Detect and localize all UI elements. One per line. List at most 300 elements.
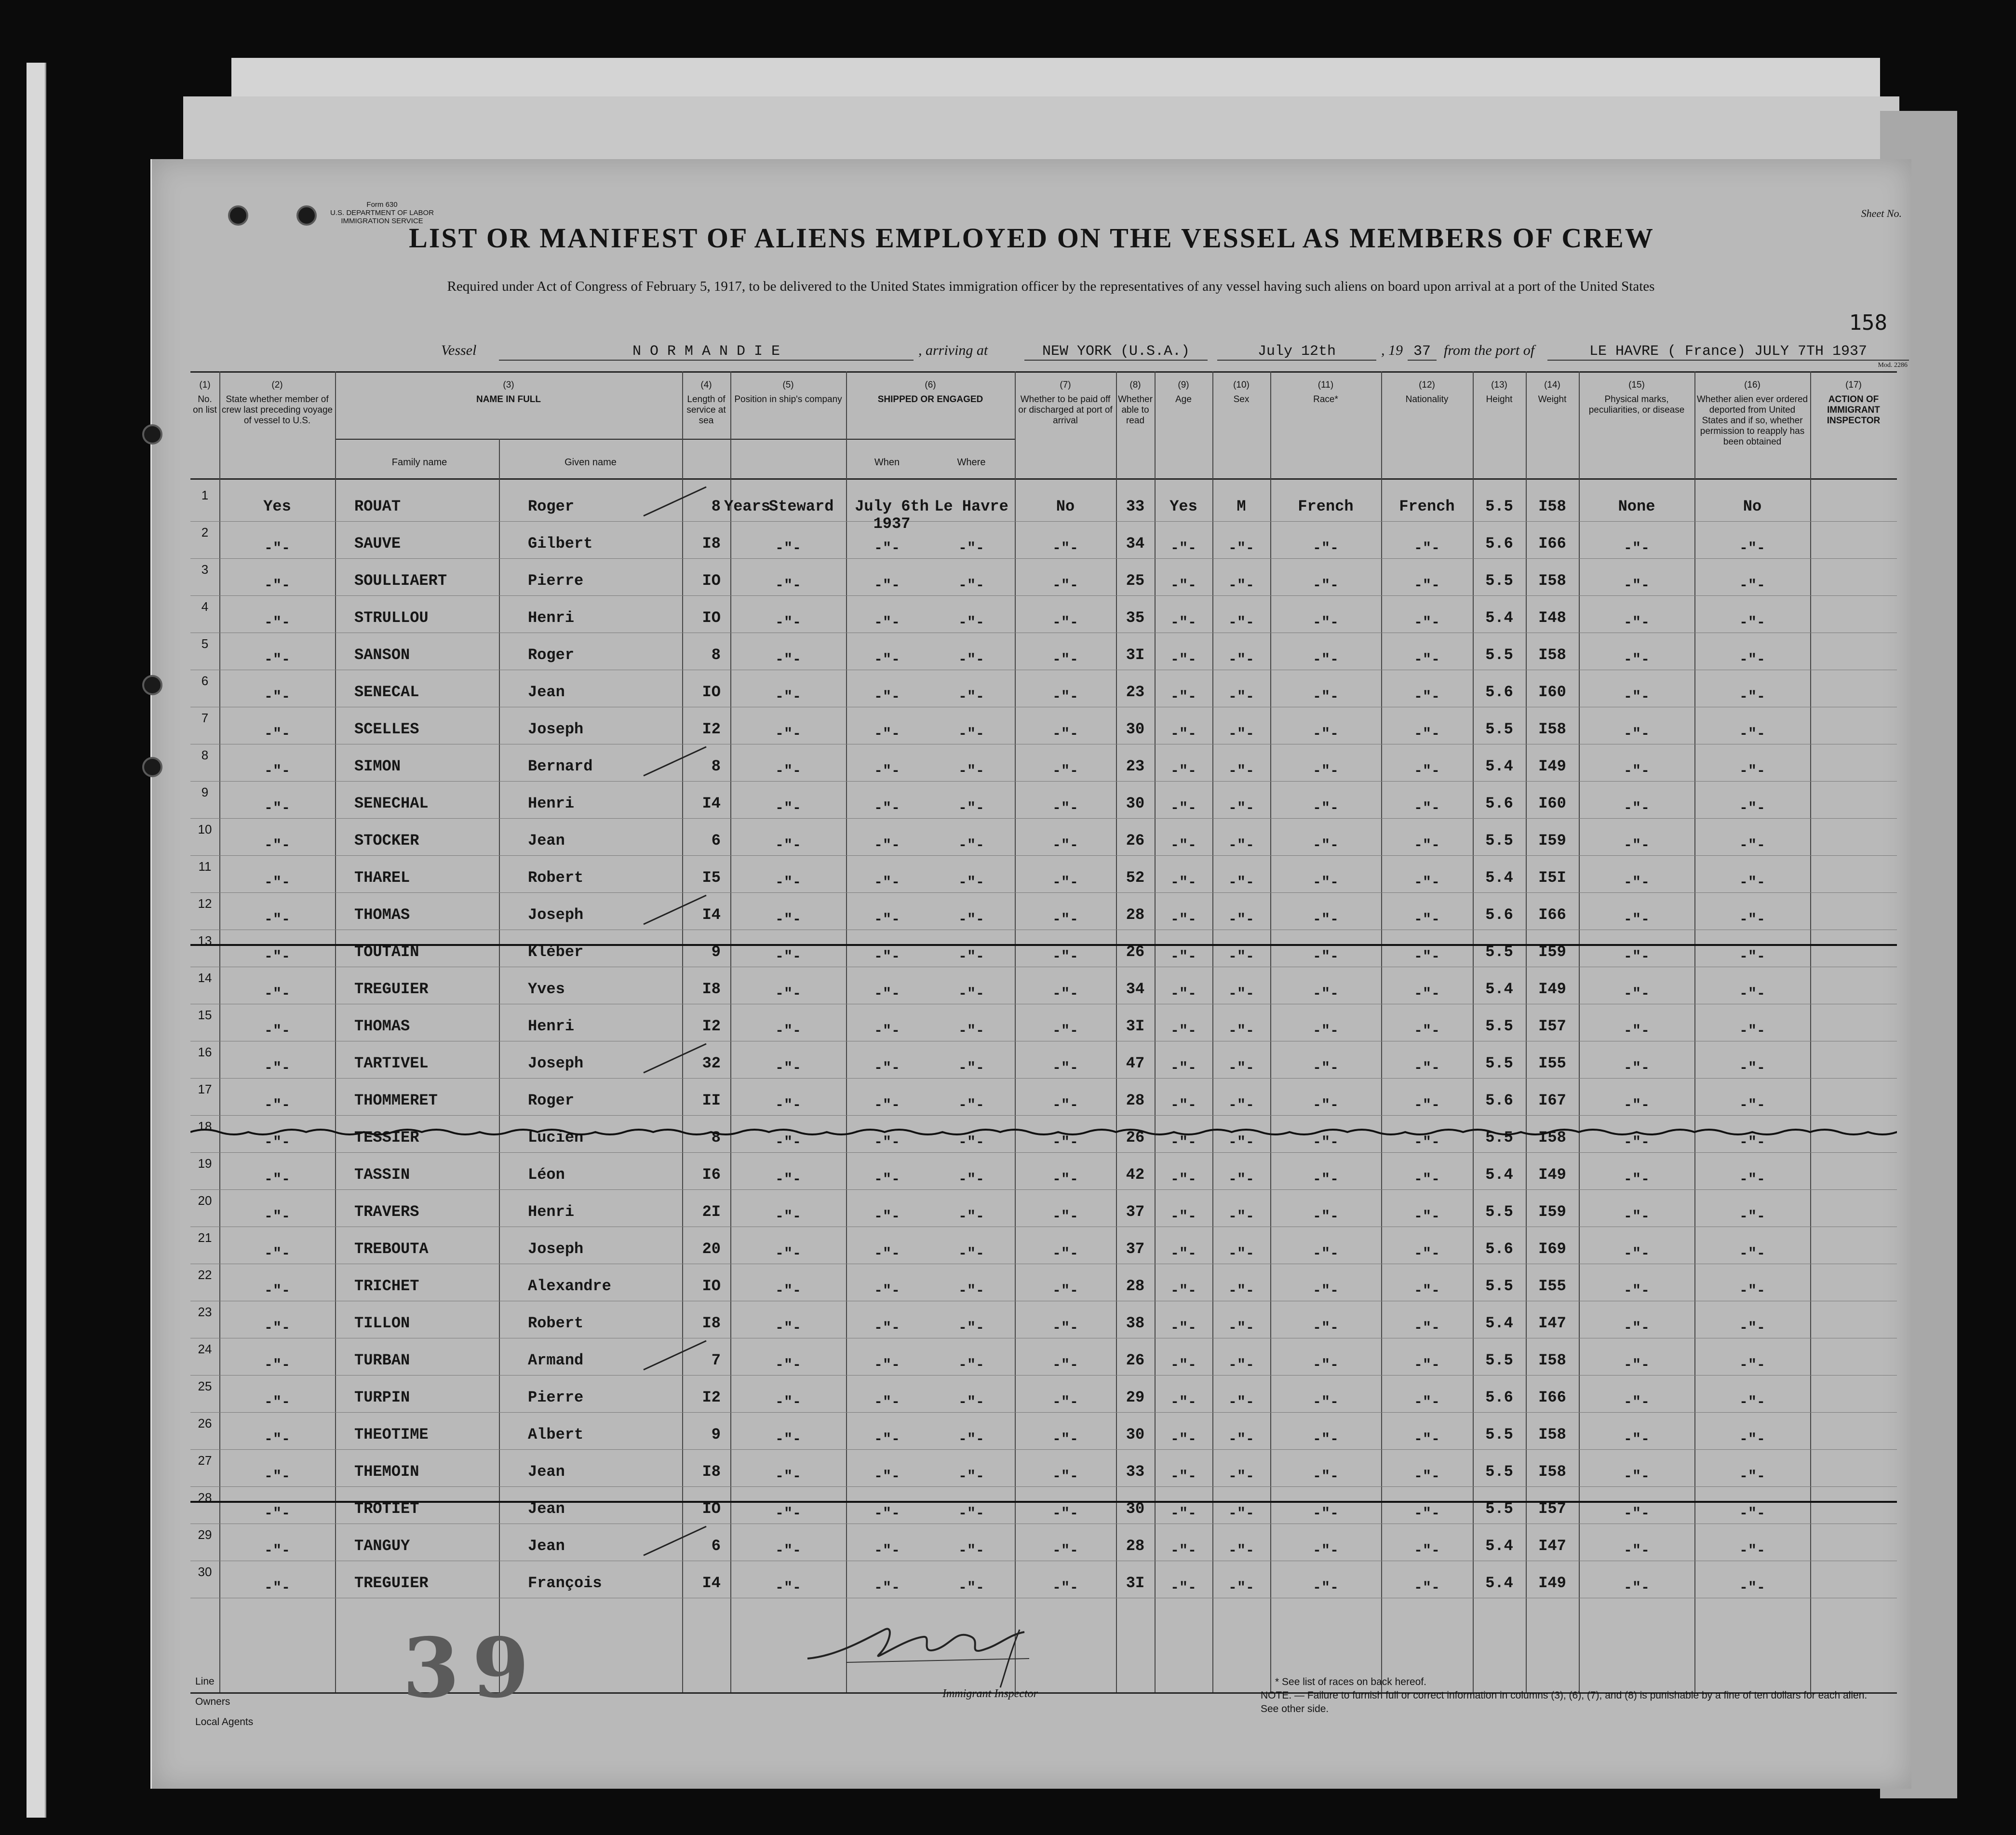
manifest-page <box>150 159 1911 1789</box>
deported: No <box>1743 498 1762 515</box>
height: 5.4 <box>1485 869 1513 887</box>
given-name: Joseph <box>528 720 584 738</box>
ditto-mark: -"- <box>874 837 900 854</box>
column-header: Whether alien ever ordered deported from United States and if so, whether permission to reapply has been obtained <box>1696 394 1808 447</box>
ditto-mark: -"- <box>775 1023 801 1039</box>
ditto-mark: -"- <box>1312 1394 1339 1411</box>
column-number: (14) <box>1544 380 1560 390</box>
footer-note <box>1261 1675 1887 1716</box>
ditto-mark: -"- <box>1623 912 1650 928</box>
ditto-mark: -"- <box>775 1506 801 1522</box>
wavy-strike-line <box>190 1125 1897 1139</box>
from-label: from the port of <box>1444 342 1535 358</box>
column-number: (10) <box>1233 380 1250 390</box>
ditto-mark: -"- <box>1739 1580 1765 1596</box>
line-label: Line <box>195 1676 215 1687</box>
column-number: (1) <box>199 380 211 390</box>
ditto-mark: -"- <box>264 540 290 557</box>
family-name: TROTIET <box>354 1500 419 1518</box>
ditto-mark: -"- <box>1170 1060 1196 1077</box>
ditto-mark: -"- <box>1312 652 1339 668</box>
from-port: LE HAVRE ( France) JULY 7TH 1937 <box>1547 343 1909 361</box>
ditto-mark: -"- <box>1413 1097 1440 1114</box>
service-length: 8 <box>711 1129 721 1147</box>
given-name: Albert <box>528 1426 584 1444</box>
ditto-mark: -"- <box>1739 1060 1765 1077</box>
family-name: TANGUY <box>354 1537 410 1555</box>
weight: I47 <box>1538 1537 1566 1555</box>
ditto-mark: -"- <box>1052 1209 1078 1225</box>
year-prefix: , 19 <box>1381 342 1403 358</box>
ditto-mark: -"- <box>1228 986 1254 1002</box>
ditto-mark: -"- <box>1170 800 1196 817</box>
height: 5.5 <box>1485 1500 1513 1518</box>
ditto-mark: -"- <box>874 1060 900 1077</box>
age: 47 <box>1126 1054 1145 1072</box>
ditto-mark: -"- <box>874 1469 900 1485</box>
row-rule <box>190 558 1897 559</box>
ditto-mark: -"- <box>264 1506 290 1522</box>
ditto-mark: -"- <box>1312 763 1339 780</box>
row-rule <box>190 1115 1897 1116</box>
ditto-mark: -"- <box>1170 1506 1196 1522</box>
given-name: Yves <box>528 980 565 998</box>
column-header: Age <box>1175 394 1192 405</box>
ditto-mark: -"- <box>1739 1506 1765 1522</box>
ditto-mark: -"- <box>1312 1357 1339 1374</box>
ditto-mark: -"- <box>264 1134 290 1151</box>
ditto-mark: -"- <box>264 949 290 965</box>
weight: I49 <box>1538 1166 1566 1184</box>
ditto-mark: -"- <box>1228 1394 1254 1411</box>
ditto-mark: -"- <box>775 652 801 668</box>
ditto-mark: -"- <box>1739 1246 1765 1262</box>
given-name: Jean <box>528 1537 565 1555</box>
ditto-mark: -"- <box>264 578 290 594</box>
family-name: TREGUIER <box>354 980 429 998</box>
race: French <box>1298 498 1354 515</box>
column-number: (2) <box>271 380 283 390</box>
column-header: NAME IN FULL <box>476 394 541 405</box>
height: 5.6 <box>1485 683 1513 701</box>
ditto-mark: -"- <box>958 1172 984 1188</box>
ditto-mark: -"- <box>958 1246 984 1262</box>
ditto-mark: -"- <box>264 726 290 742</box>
strike-through-line <box>190 1501 1897 1503</box>
prev-voyage: Yes <box>263 498 291 515</box>
weight: I48 <box>1538 609 1566 627</box>
ditto-mark: -"- <box>1623 1060 1650 1077</box>
ditto-mark: -"- <box>1228 1506 1254 1522</box>
ditto-mark: -"- <box>874 1394 900 1411</box>
ditto-mark: -"- <box>1312 540 1339 557</box>
ditto-mark: -"- <box>1623 1320 1650 1336</box>
inspector-label: Immigrant Inspector <box>942 1687 1038 1700</box>
ditto-mark: -"- <box>1052 837 1078 854</box>
ditto-mark: -"- <box>1623 1469 1650 1485</box>
ditto-mark: -"- <box>958 652 984 668</box>
ditto-mark: -"- <box>775 1543 801 1559</box>
age: 28 <box>1126 906 1145 924</box>
ditto-mark: -"- <box>1739 1097 1765 1114</box>
ditto-mark: -"- <box>775 726 801 742</box>
given-name: François <box>528 1574 602 1592</box>
family-name: SENECAL <box>354 683 419 701</box>
ditto-mark: -"- <box>1312 837 1339 854</box>
ditto-mark: -"- <box>264 1209 290 1225</box>
ditto-mark: -"- <box>1739 1283 1765 1299</box>
age: 37 <box>1126 1240 1145 1258</box>
arriving-port: NEW YORK (U.S.A.) <box>1024 343 1208 361</box>
row-rule <box>190 1152 1897 1153</box>
ditto-mark: -"- <box>1413 1543 1440 1559</box>
ditto-mark: -"- <box>1413 1357 1440 1374</box>
row-number: 29 <box>198 1527 212 1542</box>
ditto-mark: -"- <box>1413 1506 1440 1522</box>
ditto-mark: -"- <box>1413 1172 1440 1188</box>
ditto-mark: -"- <box>1052 1431 1078 1448</box>
mod-number: Mod. 2286 <box>1878 362 1908 369</box>
ditto-mark: -"- <box>1739 1320 1765 1336</box>
ditto-mark: -"- <box>874 615 900 631</box>
height: 5.5 <box>1485 1203 1513 1221</box>
ditto-mark: -"- <box>1052 912 1078 928</box>
ditto-mark: -"- <box>874 652 900 668</box>
ditto-mark: -"- <box>958 1394 984 1411</box>
weight: I59 <box>1538 832 1566 850</box>
row-number: 8 <box>201 748 209 762</box>
ditto-mark: -"- <box>1170 540 1196 557</box>
column-number: (17) <box>1845 380 1862 390</box>
ditto-mark: -"- <box>1170 615 1196 631</box>
weight: I58 <box>1538 1426 1566 1444</box>
service-length: 8 <box>711 646 721 664</box>
ditto-mark: -"- <box>1739 949 1765 965</box>
ditto-mark: -"- <box>1052 540 1078 557</box>
sheet-number-label: Sheet No. <box>1861 207 1902 219</box>
height: 5.5 <box>1485 1426 1513 1444</box>
height: 5.5 <box>1485 1129 1513 1147</box>
family-name: SAUVE <box>354 535 401 553</box>
column-divider <box>335 371 336 1692</box>
ditto-mark: -"- <box>958 1506 984 1522</box>
ditto-mark: -"- <box>264 1357 290 1374</box>
ditto-mark: -"- <box>958 763 984 780</box>
ditto-mark: -"- <box>1413 1060 1440 1077</box>
header-bottom-rule <box>190 478 1897 480</box>
ditto-mark: -"- <box>264 1469 290 1485</box>
given-name: Joseph <box>528 1054 584 1072</box>
ditto-mark: -"- <box>1170 912 1196 928</box>
height: 5.4 <box>1485 980 1513 998</box>
ditto-mark: -"- <box>1170 986 1196 1002</box>
given-name: Lucien <box>528 1129 584 1147</box>
ditto-mark: -"- <box>874 1580 900 1596</box>
ditto-mark: -"- <box>874 800 900 817</box>
ditto-mark: -"- <box>874 1431 900 1448</box>
ditto-mark: -"- <box>1170 1246 1196 1262</box>
height: 5.4 <box>1485 1166 1513 1184</box>
service-length: I2 <box>702 720 721 738</box>
ditto-mark: -"- <box>1170 1469 1196 1485</box>
row-number: 9 <box>201 785 209 799</box>
ditto-mark: -"- <box>264 800 290 817</box>
ditto-mark: -"- <box>775 1320 801 1336</box>
ditto-mark: -"- <box>1312 1431 1339 1448</box>
service-length: 8 <box>711 498 721 515</box>
ditto-mark: -"- <box>1170 1320 1196 1336</box>
ditto-mark: -"- <box>1413 540 1440 557</box>
ditto-mark: -"- <box>958 1580 984 1596</box>
column-header: Length of service at sea <box>686 394 726 426</box>
row-number: 2 <box>201 525 209 540</box>
ditto-mark: -"- <box>1312 1469 1339 1485</box>
row-number: 26 <box>198 1416 212 1430</box>
inspector-signature <box>798 1610 1048 1692</box>
column-header: Position in ship's company <box>734 394 842 405</box>
ditto-mark: -"- <box>775 986 801 1002</box>
ditto-mark: -"- <box>1739 1543 1765 1559</box>
ditto-mark: -"- <box>1170 726 1196 742</box>
ditto-mark: -"- <box>1413 1580 1440 1596</box>
ditto-mark: -"- <box>1312 1209 1339 1225</box>
ditto-mark: -"- <box>1052 1097 1078 1114</box>
ditto-mark: -"- <box>1739 689 1765 705</box>
column-header: State whether member of crew last preceding voyage of vessel to U.S. <box>221 394 333 426</box>
weight: I66 <box>1538 906 1566 924</box>
document-subtitle: Required under Act of Congress of February 5, 1917, to be delivered to the United States immigration officer by the representatives of any vessel having such aliens on board upon arrival at a port of the United States <box>447 279 1655 294</box>
ditto-mark: -"- <box>1052 1246 1078 1262</box>
ditto-mark: -"- <box>874 949 900 965</box>
ditto-mark: -"- <box>1623 1134 1650 1151</box>
family-name: TARTIVEL <box>354 1054 429 1072</box>
service-length: I8 <box>702 1314 721 1332</box>
weight: I49 <box>1538 757 1566 775</box>
column-number: (12) <box>1419 380 1435 390</box>
ditto-mark: -"- <box>1170 875 1196 891</box>
ditto-mark: -"- <box>1052 1469 1078 1485</box>
shipped-when: July 6th <box>855 498 929 515</box>
ditto-mark: -"- <box>1228 726 1254 742</box>
height: 5.5 <box>1485 498 1513 515</box>
ditto-mark: -"- <box>958 578 984 594</box>
row-number: 20 <box>198 1193 212 1208</box>
column-number: (15) <box>1628 380 1645 390</box>
ditto-mark: -"- <box>1228 1209 1254 1225</box>
ditto-mark: -"- <box>958 1357 984 1374</box>
age: 29 <box>1126 1389 1145 1406</box>
ditto-mark: -"- <box>775 1283 801 1299</box>
weight: I49 <box>1538 1574 1566 1592</box>
ditto-mark: -"- <box>1228 1431 1254 1448</box>
family-name: THOMAS <box>354 1017 410 1035</box>
nationality: French <box>1399 498 1455 515</box>
ditto-mark: -"- <box>1312 726 1339 742</box>
column-header: Height <box>1486 394 1513 405</box>
height: 5.5 <box>1485 832 1513 850</box>
ditto-mark: -"- <box>775 1357 801 1374</box>
ditto-mark: -"- <box>264 1580 290 1596</box>
row-number: 4 <box>201 599 209 614</box>
ditto-mark: -"- <box>775 800 801 817</box>
weight: I66 <box>1538 535 1566 553</box>
ditto-mark: -"- <box>1623 800 1650 817</box>
row-number: 10 <box>198 822 212 837</box>
ditto-mark: -"- <box>1623 540 1650 557</box>
ditto-mark: -"- <box>1739 726 1765 742</box>
ditto-mark: -"- <box>1052 800 1078 817</box>
ditto-mark: -"- <box>1170 1172 1196 1188</box>
ditto-mark: -"- <box>874 1283 900 1299</box>
column-number: (7) <box>1060 380 1071 390</box>
ditto-mark: -"- <box>1312 986 1339 1002</box>
ditto-mark: -"- <box>1739 837 1765 854</box>
family-name: TILLON <box>354 1314 410 1332</box>
family-name: STOCKER <box>354 832 419 850</box>
family-name: SCELLES <box>354 720 419 738</box>
age: 37 <box>1126 1203 1145 1221</box>
arriving-label: , arriving at <box>918 342 988 358</box>
ditto-mark: -"- <box>1413 1246 1440 1262</box>
ditto-mark: -"- <box>775 1431 801 1448</box>
ditto-mark: -"- <box>1312 1023 1339 1039</box>
ditto-mark: -"- <box>1312 1134 1339 1151</box>
ditto-mark: -"- <box>775 689 801 705</box>
ditto-mark: -"- <box>1413 652 1440 668</box>
service-length: 20 <box>702 1240 721 1258</box>
service-length: 9 <box>711 1426 721 1444</box>
given-name: Henri <box>528 609 575 627</box>
ditto-mark: -"- <box>775 912 801 928</box>
weight: I59 <box>1538 943 1566 961</box>
column-number: (16) <box>1744 380 1761 390</box>
column-header: Physical marks, peculiarities, or disease <box>1588 394 1685 415</box>
ditto-mark: -"- <box>1623 615 1650 631</box>
age: 3I <box>1126 1574 1145 1592</box>
ditto-mark: -"- <box>1623 1097 1650 1114</box>
ditto-mark: -"- <box>264 1543 290 1559</box>
ditto-mark: -"- <box>775 949 801 965</box>
ditto-mark: -"- <box>1052 1320 1078 1336</box>
family-name: SANSON <box>354 646 410 664</box>
age: 34 <box>1126 980 1145 998</box>
column-number: (5) <box>782 380 794 390</box>
given-name: Jean <box>528 832 565 850</box>
ditto-mark: -"- <box>874 1543 900 1559</box>
ditto-mark: -"- <box>958 986 984 1002</box>
ditto-mark: -"- <box>264 763 290 780</box>
service-length: 6 <box>711 1537 721 1555</box>
column-header: No. on list <box>193 394 217 415</box>
strike-through-line <box>190 944 1897 946</box>
family-name: THEOTIME <box>354 1426 429 1444</box>
owners-label: Owners <box>195 1696 230 1707</box>
ditto-mark: -"- <box>874 1172 900 1188</box>
service-length: I8 <box>702 980 721 998</box>
ditto-mark: -"- <box>1623 1209 1650 1225</box>
punch-hole-3 <box>142 424 162 445</box>
ditto-mark: -"- <box>775 540 801 557</box>
age: 23 <box>1126 757 1145 775</box>
ditto-mark: -"- <box>1739 875 1765 891</box>
height: 5.5 <box>1485 1017 1513 1035</box>
local-agents-label: Local Agents <box>195 1716 254 1727</box>
ditto-mark: -"- <box>1312 949 1339 965</box>
ditto-mark: -"- <box>1228 540 1254 557</box>
age: 30 <box>1126 720 1145 738</box>
ditto-mark: -"- <box>958 875 984 891</box>
shipped-year: 1937 <box>873 515 911 533</box>
height: 5.6 <box>1485 1389 1513 1406</box>
weight: I5I <box>1538 869 1566 887</box>
column-header: Nationality <box>1405 394 1449 405</box>
department-name: U.S. DEPARTMENT OF LABOR <box>330 209 434 217</box>
ditto-mark: -"- <box>1052 1543 1078 1559</box>
ditto-mark: -"- <box>1623 1580 1650 1596</box>
races-note: * See list of races on back hereof. <box>1275 1676 1427 1687</box>
ditto-mark: -"- <box>1052 1357 1078 1374</box>
row-number: 6 <box>201 674 209 688</box>
ditto-mark: -"- <box>1228 837 1254 854</box>
weight: I69 <box>1538 1240 1566 1258</box>
ditto-mark: -"- <box>1170 1394 1196 1411</box>
weight: I58 <box>1538 1463 1566 1481</box>
ditto-mark: -"- <box>1413 1023 1440 1039</box>
age: 35 <box>1126 609 1145 627</box>
age: 26 <box>1126 943 1145 961</box>
ditto-mark: -"- <box>775 763 801 780</box>
weight: I57 <box>1538 1500 1566 1518</box>
ditto-mark: -"- <box>1228 1469 1254 1485</box>
ditto-mark: -"- <box>874 689 900 705</box>
family-name: TREGUIER <box>354 1574 429 1592</box>
ditto-mark: -"- <box>1312 1246 1339 1262</box>
row-number: 14 <box>198 971 212 985</box>
height: 5.4 <box>1485 757 1513 775</box>
document-title: LIST OR MANIFEST OF ALIENS EMPLOYED ON THE VESSEL AS MEMBERS OF CREW <box>409 222 1654 254</box>
ditto-mark: -"- <box>1413 726 1440 742</box>
family-name: TRICHET <box>354 1277 419 1295</box>
column-header: Race* <box>1313 394 1338 405</box>
row-rule <box>190 1449 1897 1450</box>
ditto-mark: -"- <box>264 1431 290 1448</box>
row-number: 24 <box>198 1342 212 1356</box>
ditto-mark: -"- <box>775 1209 801 1225</box>
weight: I67 <box>1538 1092 1566 1109</box>
row-number: 11 <box>198 859 212 874</box>
ditto-mark: -"- <box>1228 800 1254 817</box>
row-number: 19 <box>198 1156 212 1171</box>
ditto-mark: -"- <box>1312 875 1339 891</box>
ditto-mark: -"- <box>264 875 290 891</box>
ditto-mark: -"- <box>1228 578 1254 594</box>
ditto-mark: -"- <box>1739 912 1765 928</box>
punch-hole-4 <box>142 675 162 695</box>
ditto-mark: -"- <box>775 1060 801 1077</box>
ditto-mark: -"- <box>775 1580 801 1596</box>
ditto-mark: -"- <box>775 615 801 631</box>
service-length: 2I <box>702 1203 721 1221</box>
ditto-mark: -"- <box>1413 875 1440 891</box>
ditto-mark: -"- <box>1052 875 1078 891</box>
height: 5.5 <box>1485 1054 1513 1072</box>
ditto-mark: -"- <box>958 1023 984 1039</box>
column-header: Whether able to read <box>1118 394 1153 426</box>
ditto-mark: -"- <box>1052 949 1078 965</box>
ditto-mark: -"- <box>775 1394 801 1411</box>
row-rule <box>190 855 1897 856</box>
weight: I58 <box>1538 572 1566 590</box>
